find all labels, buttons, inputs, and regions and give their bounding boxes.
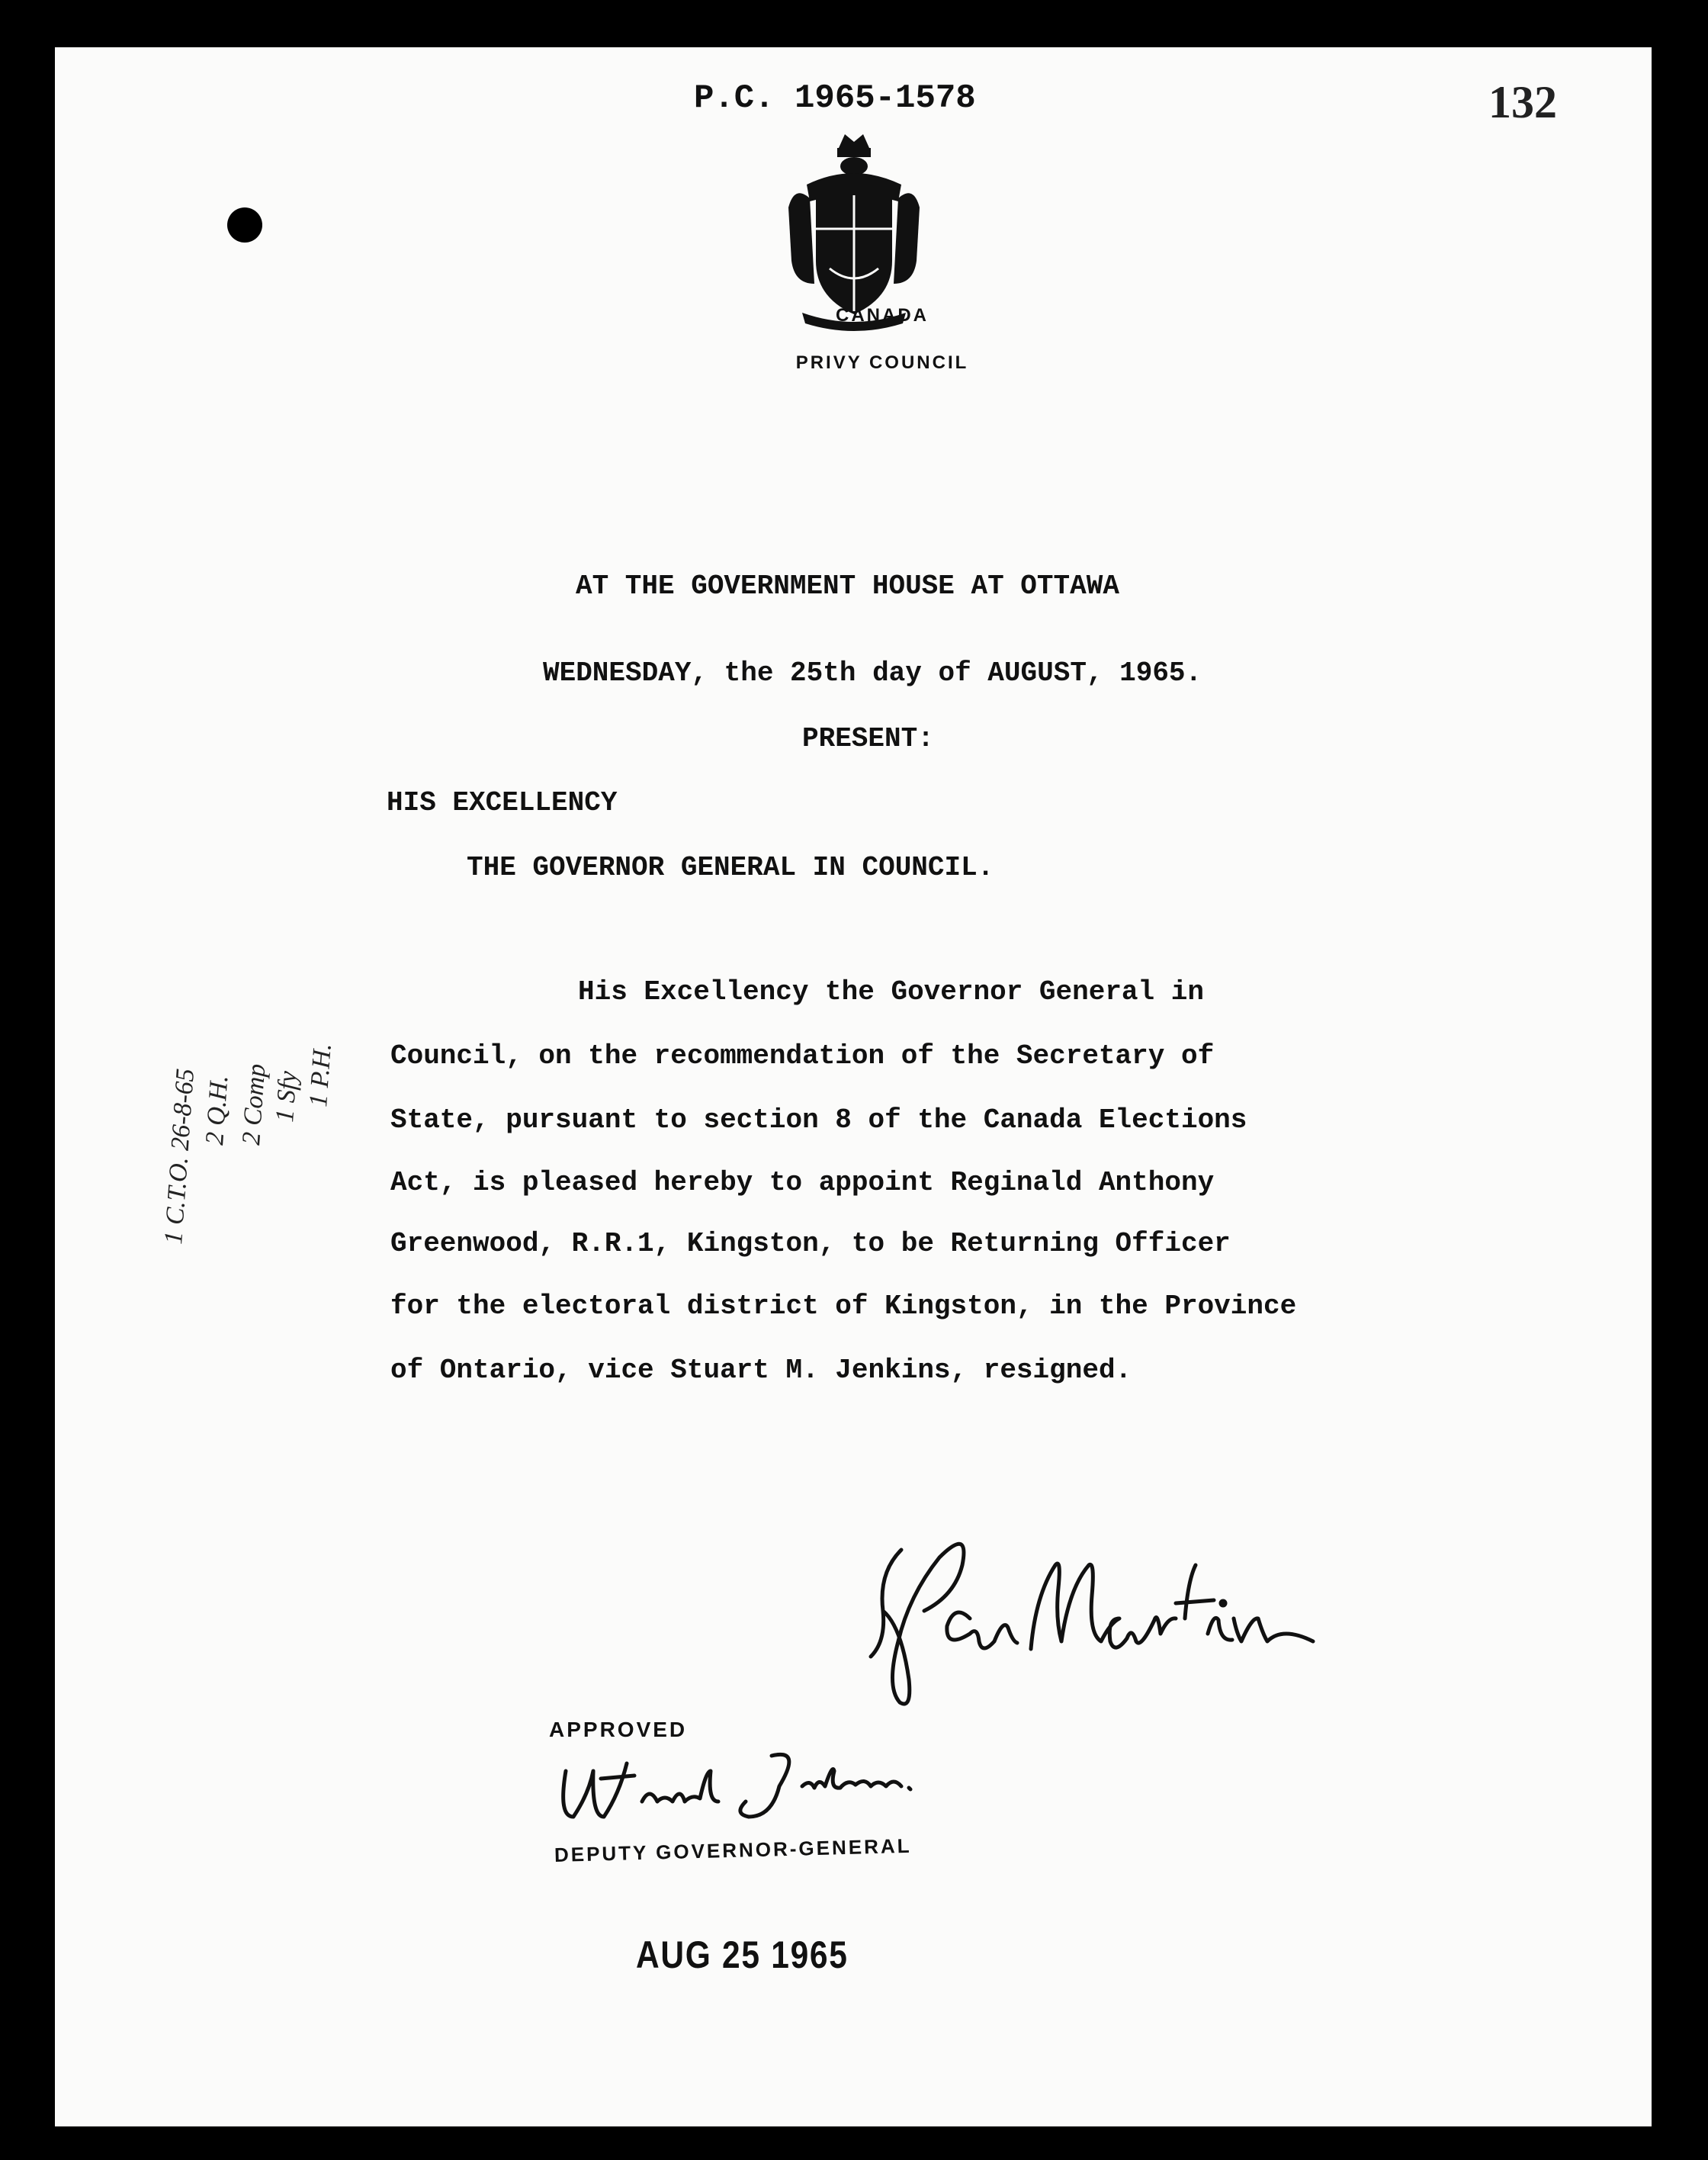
governor-in-council-line: THE GOVERNOR GENERAL IN COUNCIL. <box>467 852 994 883</box>
body-line: Council, on the recommendation of the Secretary of <box>390 1040 1215 1072</box>
body-line: Greenwood, R.R.1, Kingston, to be Returning Officer <box>390 1228 1231 1259</box>
body-line: Act, is pleased hereby to appoint Reginald Anthony <box>390 1167 1215 1198</box>
body-line: His Excellency the Governor General in <box>578 976 1204 1008</box>
body-line: of Ontario, vice Stuart M. Jenkins, resigned. <box>390 1355 1132 1386</box>
body-line: State, pursuant to section 8 of the Canada Elections <box>390 1104 1247 1136</box>
wilfred-judson-signature <box>551 1741 978 1840</box>
approval-date-stamp: AUG 25 1965 <box>636 1933 849 1976</box>
document-page <box>55 47 1652 2126</box>
place-heading: AT THE GOVERNMENT HOUSE AT OTTAWA <box>576 571 1119 602</box>
margin-note-line: 2 Comp <box>237 1062 271 1146</box>
paul-martin-signature <box>856 1527 1374 1718</box>
page-number: 132 <box>1488 77 1557 127</box>
date-heading: WEDNESDAY, the 25th day of AUGUST, 1965. <box>543 657 1202 689</box>
deputy-governor-title: DEPUTY GOVERNOR-GENERAL <box>554 1834 912 1866</box>
body-line: for the electoral district of Kingston, in the Province <box>390 1291 1297 1322</box>
margin-note-line: 1 C.T.O. 26-8-65 <box>159 1067 201 1246</box>
margin-note-line: 2 Q.H. <box>201 1074 234 1146</box>
order-number: P.C. 1965-1578 <box>694 79 976 117</box>
punch-hole <box>227 207 262 243</box>
handwritten-margin-note <box>143 917 342 1252</box>
office-label: PRIVY COUNCIL <box>795 352 969 373</box>
margin-note-line: 1 Sfy <box>271 1070 303 1123</box>
country-label: CANADA <box>836 305 929 326</box>
excellency-line: HIS EXCELLENCY <box>387 787 618 818</box>
present-heading: PRESENT: <box>802 723 934 754</box>
approved-label: APPROVED <box>549 1718 688 1741</box>
margin-note-line: 1 P.H. <box>304 1042 337 1108</box>
